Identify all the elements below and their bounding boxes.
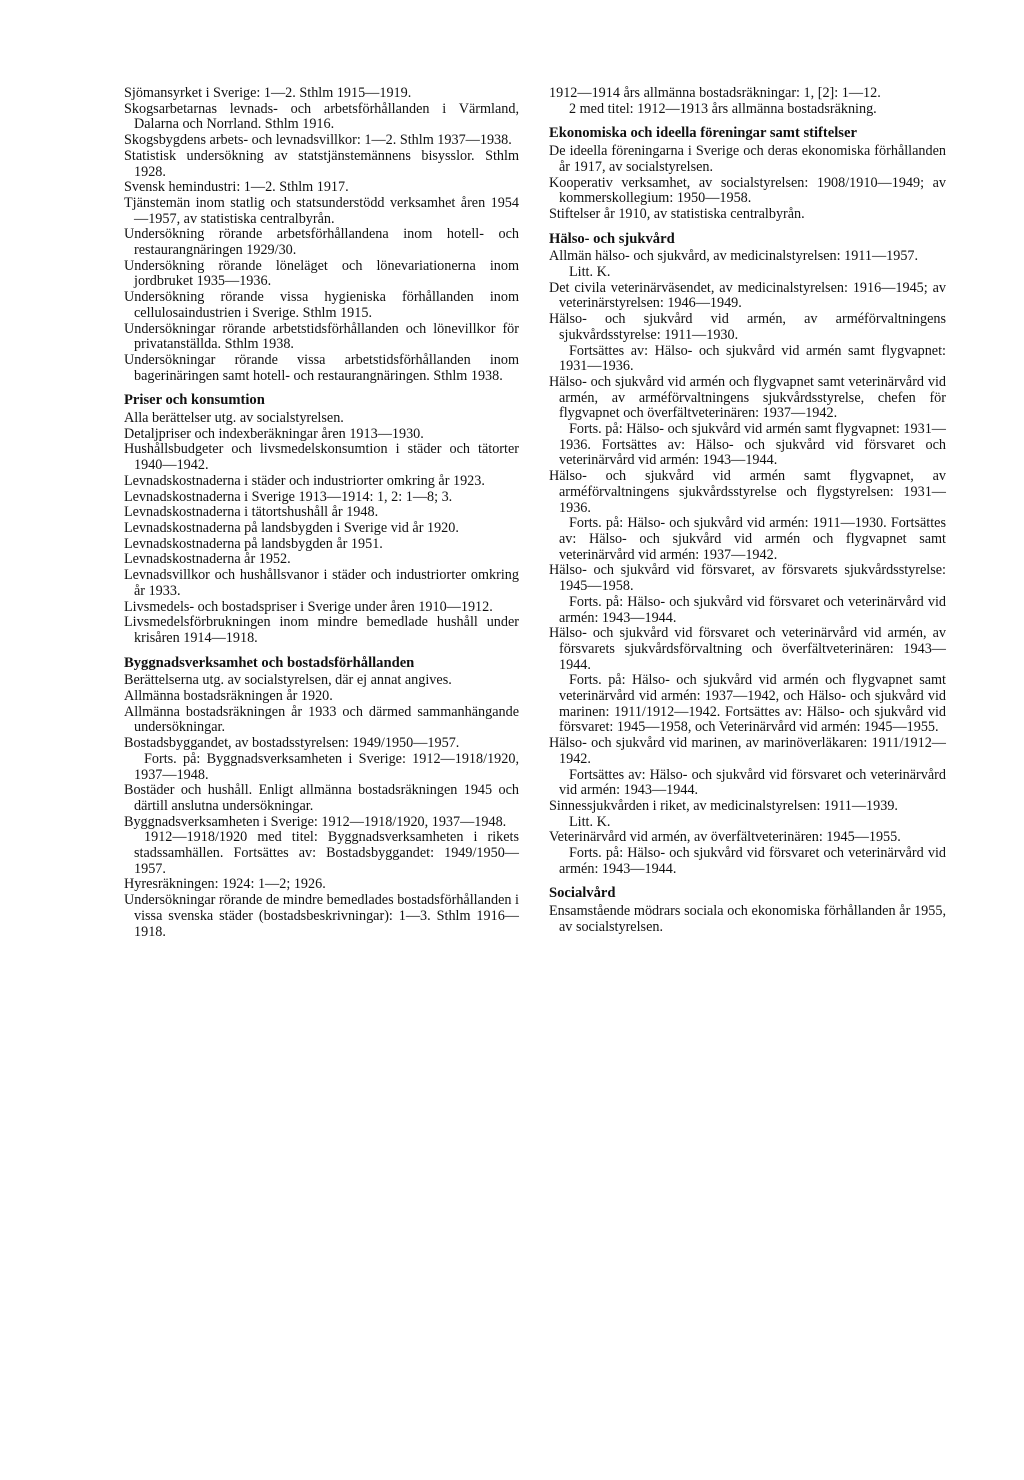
list-item: Levnadskostnaderna år 1952. <box>124 551 291 568</box>
list-item: Levnadskostnaderna i städer och industriorter omkring år 1923. <box>124 472 485 489</box>
list-item-note: Litt. K. <box>569 264 611 281</box>
list-item: Stiftelser år 1910, av statistiska centralbyrån. <box>549 205 805 222</box>
list-item-note: Fortsättes av: Hälso- och sjukvård vid armén samt flygvapnet: 1931—1936. <box>559 342 946 375</box>
list-item: Levnadskostnaderna i Sverige 1913—1914: 1, 2: 1—8; 3. <box>124 488 453 505</box>
list-item: Sinnessjukvården i riket, av medicinalstyrelsen: 1911—1939. <box>549 797 898 814</box>
list-item: Undersökningar rörande arbetstidsförhållanden och lönevillkor för privatanställda. Sthlm 1938. <box>124 320 519 353</box>
list-item: Hälso- och sjukvård vid armén och flygvapnet samt veterinärvård vid armén, av arméförvaltningens sjukvårdsstyrelse, chefen för flygvapnet och överfältveterinären: 1937—1942. <box>549 373 946 422</box>
section-heading-byggnadsverksamhet: Byggnadsverksamhet och bostadsförhållanden <box>124 654 415 671</box>
list-item: Undersökning rörande vissa hygieniska förhållanden inom cellulosaindustrien i Sverige. Sthlm 1915. <box>124 289 519 321</box>
list-item: Hälso- och sjukvård vid försvaret och veterinärvård vid armén, av försvarets sjukvårdsförvaltning och överfältveterinären: 1943—1944. <box>549 625 946 673</box>
list-item: Allmänna bostadsräkningen år 1920. <box>124 688 333 705</box>
list-item: Sjömansyrket i Sverige: 1—2. Sthlm 1915—1919. <box>124 85 412 101</box>
list-item-note: Litt. K. <box>569 813 611 830</box>
list-item: Levnadskostnaderna på landsbygden år 1951. <box>124 535 383 552</box>
list-item: Hälso- och sjukvård vid marinen, av marinöverläkaren: 1911/1912—1942. <box>549 735 946 767</box>
list-item-note: Fortsättes av: Hälso- och sjukvård vid försvaret och veterinärvård vid armén: 1943—1944. <box>559 766 946 799</box>
list-item: Alla berättelser utg. av socialstyrelsen. <box>124 410 344 427</box>
list-item-note: Forts. på: Hälso- och sjukvård vid försvaret och veterinärvård vid armén: 1943—1944. <box>559 845 946 877</box>
list-item: Levnadskostnaderna på landsbygden i Sverige vid år 1920. <box>124 519 459 536</box>
section-heading-foreningar: Ekonomiska och ideella föreningar samt stiftelser <box>549 125 857 142</box>
section-heading-socialvard: Socialvård <box>549 885 616 902</box>
list-item: Bostäder och hushåll. Enligt allmänna bostadsräkningen 1945 och därtill anslutna undersökningar. <box>124 782 519 814</box>
list-item: Livsmedels- och bostadspriser i Sverige under åren 1910—1912. <box>124 598 493 615</box>
list-item-note: Forts. på: Hälso- och sjukvård vid försvaret och veterinärvård vid armén: 1943—1944. <box>559 593 946 626</box>
list-item-note: Forts. på: Hälso- och sjukvård vid armén och flygvapnet samt veterinärvård vid armén: 1937—1942, och Hälso- och sjukvård vid marinen: 1911/1912—1942. Fortsättes av: Hälso- och sjukvård vid försvaret: 1945—1958, och Veterinärvård vid armén: 1945—1955. <box>559 672 946 736</box>
list-item: Bostadsbyggandet, av bostadsstyrelsen: 1949/1950—1957. <box>124 735 460 752</box>
list-item: Ensamstående mödrars sociala och ekonomiska förhållanden år 1955, av socialstyrelsen. <box>549 903 946 935</box>
left-column <box>124 86 519 940</box>
list-item: Levnadsvillkor och hushållsvanor i städer och industriorter omkring år 1933. <box>124 567 519 599</box>
list-item: Skogsarbetarnas levnads- och arbetsförhållanden i Värmland, Dalarna och Norrland. Sthlm 1916. <box>124 100 519 133</box>
right-column <box>549 86 946 936</box>
list-item: Undersökning rörande löneläget och lönevariationerna inom jordbruket 1935—1936. <box>124 257 519 290</box>
list-item: Undersökningar rörande vissa arbetstidsförhållanden inom bagerinäringen samt hotell- och restaurangnäringen. Sthlm 1938. <box>124 351 519 384</box>
list-item: Allmänna bostadsräkningen år 1933 och därmed sammanhängande undersökningar. <box>124 703 519 736</box>
list-item: Hushållsbudgeter och livsmedelskonsumtion i städer och tätorter 1940—1942. <box>124 441 519 474</box>
list-item-note: Forts. på: Hälso- och sjukvård vid armén: 1911—1930. Fortsättes av: Hälso- och sjukvård vid armén och flygvapnet samt veterinärvård vid armén: 1937—1942. <box>559 515 946 563</box>
list-item: Undersökning rörande arbetsförhållandena inom hotell- och restaurangnäringen 1929/30. <box>124 226 519 259</box>
list-item: De ideella föreningarna i Sverige och deras ekonomiska förhållanden år 1917, av socialstyrelsen. <box>549 143 946 175</box>
list-item: Undersökningar rörande de mindre bemedlades bostadsförhållanden i vissa svenska städer (bostadsbeskrivningar): 1—3. Sthlm 1916—1918. <box>124 892 519 940</box>
list-item: Hälso- och sjukvård vid armén samt flygvapnet, av arméförvaltningens sjukvårdsstyrelse och flygstyrelsen: 1931—1936. <box>549 468 946 516</box>
list-item: Svensk hemindustri: 1—2. Sthlm 1917. <box>124 179 349 196</box>
list-item: Veterinärvård vid armén, av överfältveterinären: 1945—1955. <box>549 829 901 846</box>
list-item: Byggnadsverksamheten i Sverige: 1912—1918/1920, 1937—1948. <box>124 813 507 830</box>
section-heading-priser: Priser och konsumtion <box>124 392 265 409</box>
list-item: Hälso- och sjukvård vid armén, av arméförvaltningens sjukvårdsstyrelse: 1911—1930. <box>549 311 946 343</box>
list-item-note: Forts. på: Hälso- och sjukvård vid armén samt flygvapnet: 1931—1936. Fortsättes av: Hälso- och sjukvård vid försvaret och veterinärvård vid armén: 1943—1944. <box>559 421 946 469</box>
list-item: 1912—1914 års allmänna bostadsräkningar: 1, [2]: 1—12. <box>549 85 881 101</box>
list-item: Hyresräkningen: 1924: 1—2; 1926. <box>124 876 326 893</box>
list-item: Levnadskostnaderna i tätortshushåll år 1948. <box>124 504 379 521</box>
list-item-note: 1912—1918/1920 med titel: Byggnadsverksamheten i rikets stadssamhällen. Fortsättes av: Bostadsbyggandet: 1949/1950—1957. <box>134 829 519 877</box>
list-item: Detaljpriser och indexberäkningar åren 1913—1930. <box>124 425 424 442</box>
list-item: Berättelserna utg. av socialstyrelsen, där ej annat angives. <box>124 672 452 689</box>
list-item: Skogsbygdens arbets- och levnadsvillkor: 1—2. Sthlm 1937—1938. <box>124 132 512 149</box>
list-item: Allmän hälso- och sjukvård, av medicinalstyrelsen: 1911—1957. <box>549 248 919 265</box>
list-item: Livsmedelsförbrukningen inom mindre bemedlade hushåll under krisåren 1914—1918. <box>124 614 519 646</box>
section-heading-halso-sjukvard: Hälso- och sjukvård <box>549 230 675 247</box>
list-item: Det civila veterinärväsendet, av medicinalstyrelsen: 1916—1945; av veterinärstyrelsen: 1946—1949. <box>549 279 946 312</box>
list-item: Kooperativ verksamhet, av socialstyrelsen: 1908/1910—1949; av kommerskollegium: 1950—1958. <box>549 174 946 207</box>
list-item: Statistisk undersökning av statstjänstemännens bisysslor. Sthlm 1928. <box>124 147 519 180</box>
list-item: Hälso- och sjukvård vid försvaret, av försvarets sjukvårdsstyrelse: 1945—1958. <box>549 562 946 595</box>
list-item-note: 2 med titel: 1912—1913 års allmänna bostadsräkning. <box>569 100 877 117</box>
list-item-note: Forts. på: Byggnadsverksamheten i Sverige: 1912—1918/1920, 1937—1948. <box>134 750 519 783</box>
list-item: Tjänstemän inom statlig och statsunderstödd verksamhet åren 1954—1957, av statistiska centralbyrån. <box>124 194 519 227</box>
